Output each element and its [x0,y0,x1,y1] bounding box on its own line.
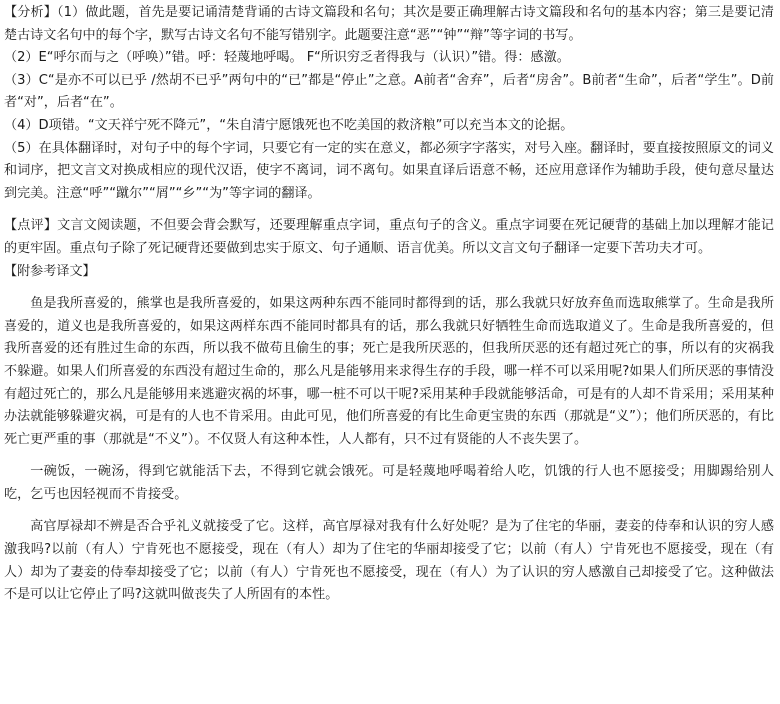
analysis-paragraph-1: 【分析】（1）做此题，首先是要记诵清楚背诵的古诗文篇段和名句；其次是要正确理解古诗文篇段和名句的基本内容；第三是要记清楚古诗文名句中的每个字，默写古诗文名句不能写错别字。此题要注意“恶”“钟”“辩”等字词的书写。 [4,5,774,43]
translation-paragraph-1: 鱼是我所喜爱的，熊掌也是我所喜爱的，如果这两种东西不能同时都得到的话，那么我就只好放弃鱼而选取熊掌了。生命是我所喜爱的，道义也是我所喜爱的，如果这两样东西不能同时都具有的话，那么我就只好牺牲生命而选取道义了。生命是我所喜爱的，但我所喜爱的还有胜过生命的东西，所以我不做苟且偷生的事；死亡是我所厌恶的，但我所厌恶的还有超过死亡的事，所以有的灾祸我不躲避。如果人们所喜爱的东西没有超过生命的，那么凡是能够用来求得生存的手段，哪一样不可以采用呢?如果人们所厌恶的事情没有超过死亡的，那么凡是能够用来逃避灾祸的坏事，哪一桩不可以干呢?采用某种手段就能够活命，可是有的人却不肯采用；采用某种办法就能够躲避灾祸，可是有的人也不肯采用。由此可见，他们所喜爱的有比生命更宝贵的东西（那就是“义”）；他们所厌恶的，有比死亡更严重的事（那就是“不义”）。不仅贤人有这种本性，人人都有，只不过有贤能的人不丧失罢了。 [4,296,774,447]
analysis-paragraph-2: （2）E“呼尔而与之（呼唤）”错。呼：轻蔑地呼喝。 F“所识穷乏者得我与（认识）”错。得：感激。 [4,50,570,66]
analysis-paragraph-3: （3）C“是亦不可以已乎 /然胡不已乎”两句中的“已”都是“停止”之意。A前者“舍弃”，后者“房舍”。B前者“生命”，后者“学生”。D前者“对”，后者“在”。 [4,72,774,111]
translation-paragraph-2: 一碗饭，一碗汤，得到它就能活下去，不得到它就会饿死。可是轻蔑地呼喝着给人吃，饥饿的行人也不愿接受；用脚踢给别人吃，乞丐也因轻视而不肯接受。 [4,464,774,502]
analysis-paragraph-4: （4）D项错。“文天祥宁死不降元”，“朱自清宁愿饿死也不吃美国的救济粮”可以充当本文的论据。 [4,117,574,133]
analysis-paragraph-5: （5）在具体翻译时，对句子中的每个字词，只要它有一定的实在意义，都必须字字落实，对号入座。翻译时，要直接按照原文的词义和词序，把文言文对换成相应的现代汉语，使字不离词，词不离句。如果直译后语意不畅，还应用意译作为辅助手段，使句意尽量达到完美。注意“呼”“蹴尔”“屑”“乡”“为”等字词的翻译。 [4,140,774,201]
reference-translation-heading: 【附参考译文】 [4,263,96,279]
translation-paragraph-3: 高官厚禄却不辨是否合乎礼义就接受了它。这样，高官厚禄对我有什么好处呢？是为了住宅的华丽，妻妾的侍奉和认识的穷人感激我吗?以前（有人）宁肯死也不愿接受，现在（有人）却为了住宅的华丽却接受了它；以前（有人）宁肯死也不愿接受，现在（有人）却为了妻妾的侍奉却接受了它；以前（有人）宁肯死也不愿接受，现在（有人）为了认识的穷人感激自己却接受了它。这种做法不是可以让它停止了吗?这就叫做丧失了人所固有的本性。 [4,519,774,603]
comment-paragraph: 【点评】文言文阅读题，不但要会背会默写，还要理解重点字词，重点句子的含义。重点字词要在死记硬背的基础上加以理解才能记的更牢固。重点句子除了死记硬背还要做到忠实于原文、句子通顺、语言优美。所以文言文句子翻译一定要下苦功夫才可。 [4,218,774,256]
